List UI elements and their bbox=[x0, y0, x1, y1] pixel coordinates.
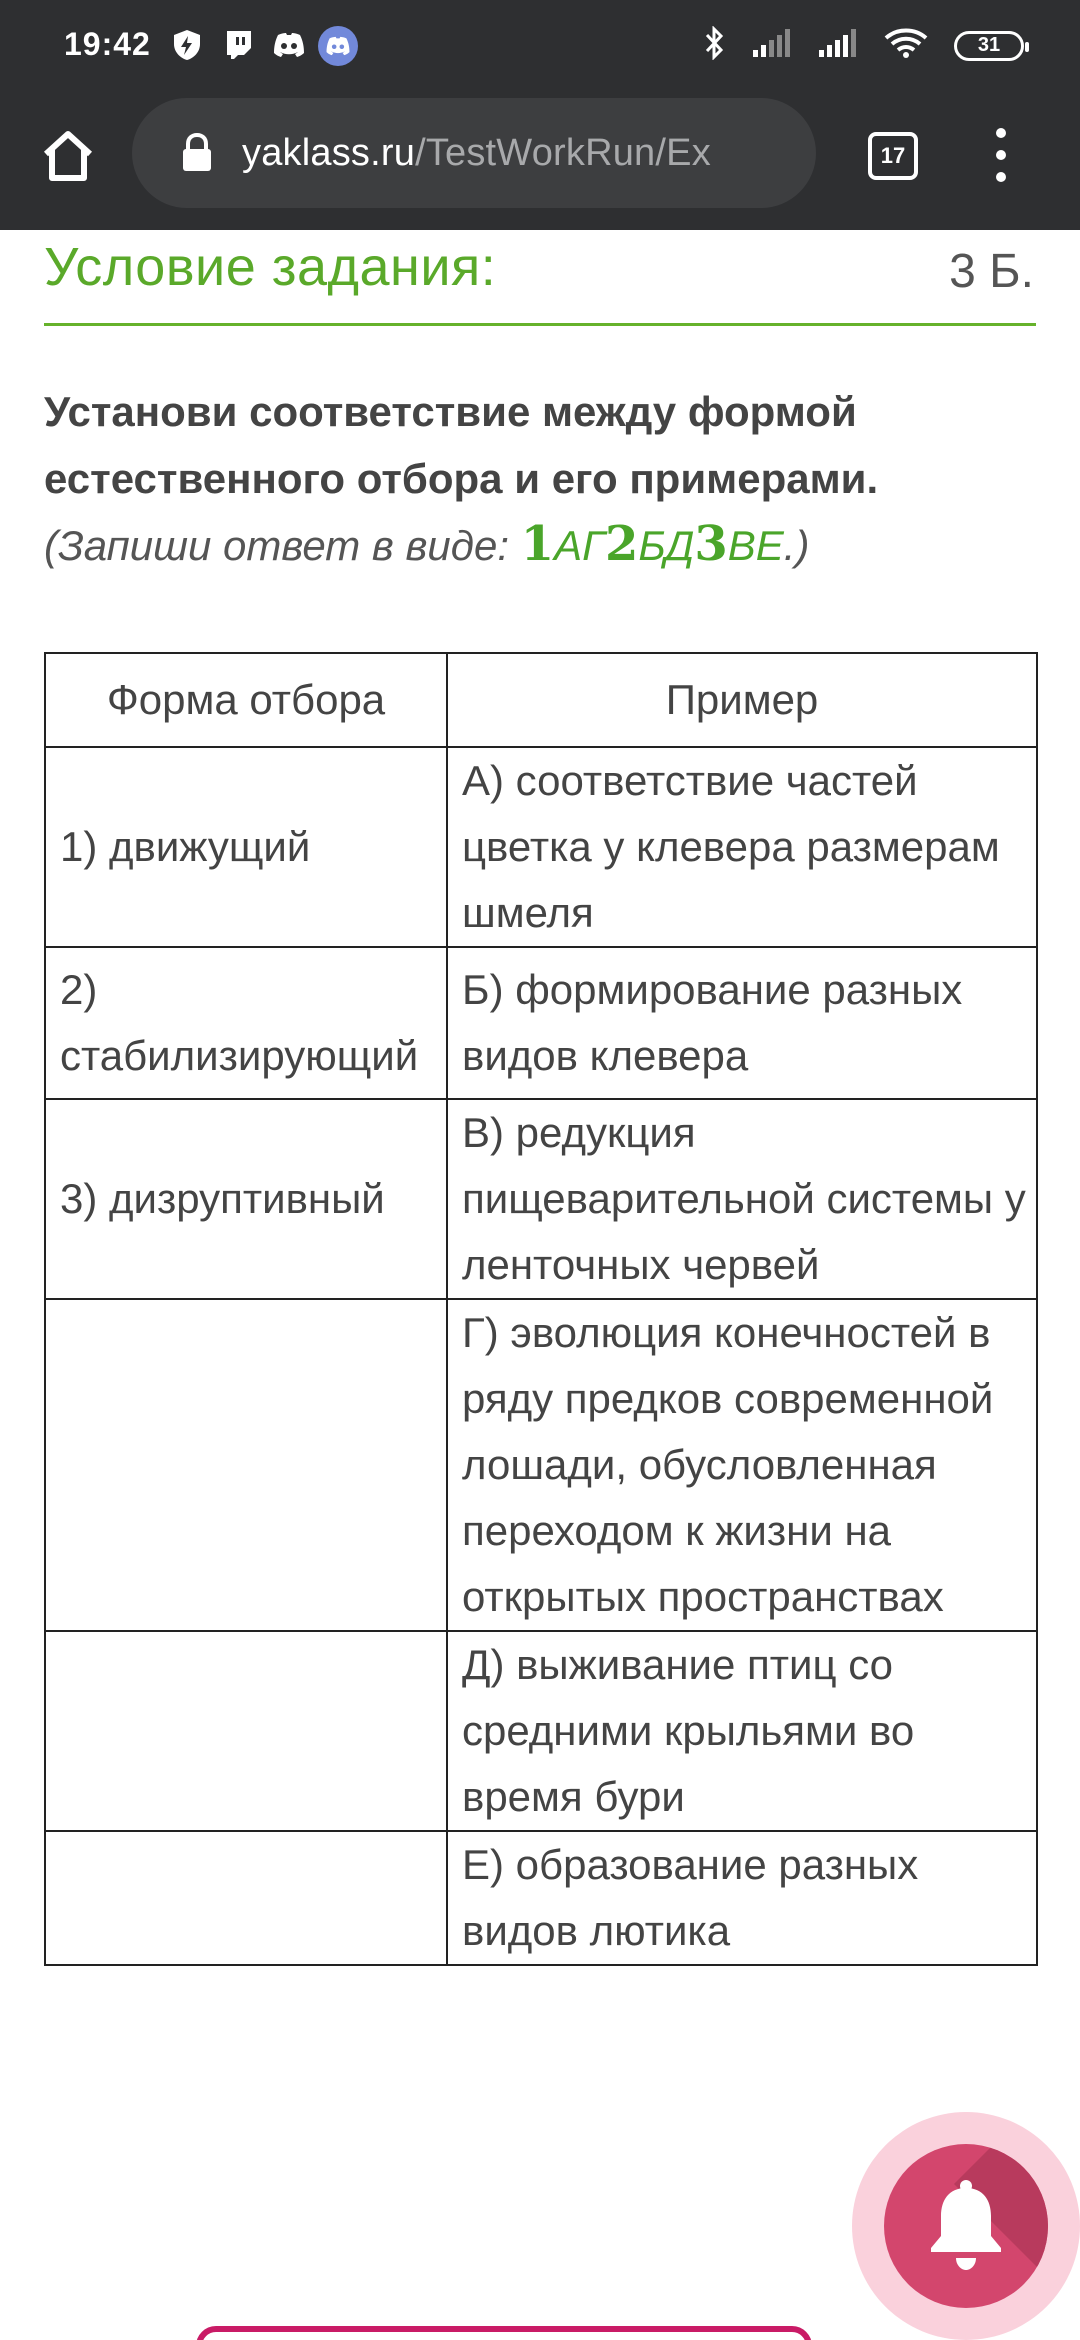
form-cell: 3) дизруптивный bbox=[45, 1099, 447, 1299]
discord-app-icon bbox=[318, 26, 358, 66]
battery-level: 31 bbox=[977, 34, 1001, 56]
form-cell: 2) стабилизирующий bbox=[45, 947, 447, 1099]
question-line-1: Установи соответствие между формой bbox=[44, 388, 857, 435]
form-cell bbox=[45, 1299, 447, 1631]
tab-count: 17 bbox=[880, 143, 906, 168]
discord-icon bbox=[272, 28, 306, 62]
table-row bbox=[45, 747, 1037, 947]
signal-icon bbox=[752, 28, 792, 63]
battery-icon bbox=[954, 31, 1024, 61]
status-right-icons bbox=[704, 26, 1024, 65]
status-bar bbox=[0, 0, 1080, 96]
address-bar[interactable] bbox=[132, 98, 816, 208]
question-text bbox=[44, 378, 1044, 512]
table-row bbox=[45, 1299, 1037, 1631]
tabs-icon[interactable] bbox=[868, 132, 918, 180]
notification-button[interactable] bbox=[884, 2144, 1048, 2308]
home-icon[interactable] bbox=[38, 126, 98, 186]
url-domain: yaklass.ru bbox=[242, 131, 416, 174]
wifi-icon bbox=[884, 27, 928, 64]
browser-toolbar bbox=[0, 96, 1080, 230]
hint-code-1: 1 bbox=[520, 516, 555, 572]
shield-bolt-icon bbox=[170, 28, 204, 62]
example-cell: В) редукция пищеварительной системы у ленточных червей bbox=[447, 1099, 1037, 1299]
bottom-action-button[interactable] bbox=[196, 2326, 812, 2340]
hint-code-2: АГ bbox=[554, 522, 605, 569]
hint-code-6: ВЕ bbox=[727, 522, 784, 569]
hint-suffix: .) bbox=[783, 522, 810, 569]
matching-table bbox=[44, 652, 1038, 1966]
table-row bbox=[45, 1831, 1037, 1965]
form-cell bbox=[45, 1631, 447, 1831]
column-header-example: Пример bbox=[447, 653, 1037, 747]
form-cell: 1) движущий bbox=[45, 747, 447, 947]
url-text bbox=[242, 132, 711, 175]
hint-prefix: (Запиши ответ в виде: bbox=[44, 522, 521, 569]
status-time: 19:42 bbox=[64, 26, 151, 62]
table-header-row bbox=[45, 653, 1037, 747]
answer-format-hint bbox=[44, 516, 809, 572]
task-header bbox=[44, 236, 1036, 326]
table-row bbox=[45, 1631, 1037, 1831]
overflow-menu-icon[interactable] bbox=[986, 124, 1016, 186]
bell-icon bbox=[923, 2178, 1009, 2274]
bluetooth-icon bbox=[704, 26, 726, 65]
example-cell: Е) образование разных видов лютика bbox=[447, 1831, 1037, 1965]
example-cell: А) соответствие частей цветка у клевера размерам шмеля bbox=[447, 747, 1037, 947]
example-cell: Б) формирование разных видов клевера bbox=[447, 947, 1037, 1099]
url-path: /TestWorkRun/Ex bbox=[415, 131, 711, 174]
page-content bbox=[0, 230, 1080, 2340]
hint-code-4: БД bbox=[638, 522, 695, 569]
score-label: 3 Б. bbox=[949, 245, 1034, 298]
example-cell: Г) эволюция конечностей в ряду предков современной лошади, обусловленная переходом к жизни на открытых пространствах bbox=[447, 1299, 1037, 1631]
column-header-form: Форма отбора bbox=[45, 653, 447, 747]
hint-code-3: 2 bbox=[604, 516, 639, 572]
signal-icon bbox=[818, 28, 858, 63]
lock-icon bbox=[180, 133, 214, 173]
hint-code-5: 3 bbox=[694, 516, 728, 572]
twitch-icon bbox=[222, 28, 256, 62]
hint-code bbox=[521, 516, 784, 572]
form-cell bbox=[45, 1831, 447, 1965]
table-row bbox=[45, 947, 1037, 1099]
section-title: Условие задания: bbox=[44, 237, 497, 297]
example-cell: Д) выживание птиц со средними крыльями во время бури bbox=[447, 1631, 1037, 1831]
table-row bbox=[45, 1099, 1037, 1299]
question-line-2: естественного отбора и его примерами. bbox=[44, 455, 879, 502]
